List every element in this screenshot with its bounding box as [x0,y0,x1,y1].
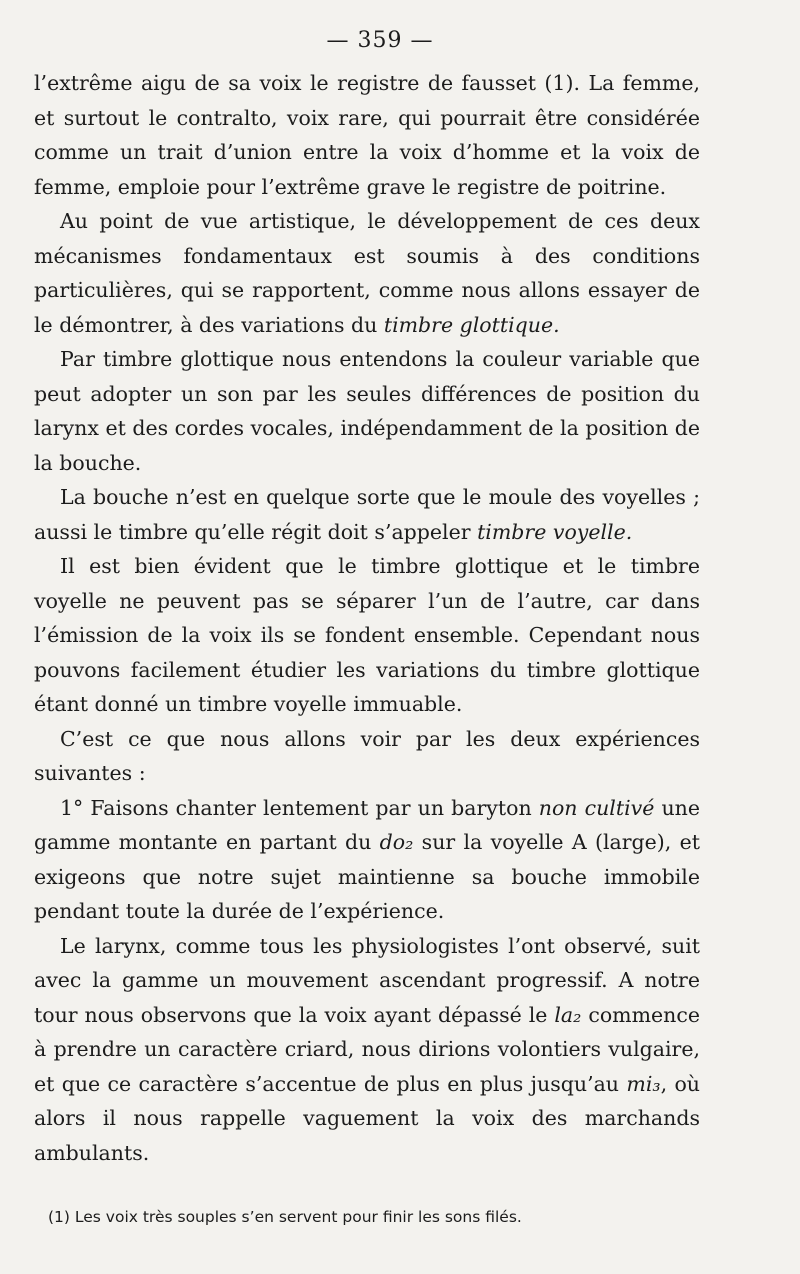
text-segment: une gamme montante en partant du [34,795,700,854]
text-segment: Le larynx, comme tous les physiologistes l’ont observé, suit avec la gamme un mouvement ascendant progressif. A notre tour nous observons que la voix ayant dépassé le [34,933,700,1027]
paragraph [34,480,700,549]
paragraph [34,549,700,722]
paragraph [34,204,700,342]
paragraph [34,722,700,791]
italic-text: timbre voyelle. [477,519,633,544]
italic-text: mi₃ [626,1071,661,1096]
text-segment: 1° Faisons chanter lentement par un baryton [60,795,539,820]
text-segment: l’extrême aigu de sa voix le registre de fausset (1). La femme, et surtout le contralto, voix rare, qui pourrait être considérée comme un trait d’union entre la voix d’homme et la voix de femme, emploie pour l’extrême grave le registre de poitrine. [34,71,700,199]
italic-text: timbre glottique. [383,312,560,337]
paragraph [34,929,700,1171]
text-segment: La bouche n’est en quelque sorte que le moule des voyelles ; aussi le timbre qu’elle régit doit s’appeler [34,485,700,544]
text-segment: Au point de vue artistique, le développement de ces deux mécanismes fondamentaux est soumis à des conditions particulières, qui se rapportent, comme nous allons essayer de le démontrer, à des variations du [34,209,700,337]
text-segment: , où alors il nous rappelle vaguement la voix des marchands ambulants. [34,1071,701,1165]
paragraph [34,791,700,929]
text-segment: C’est ce que nous allons voir par les deux expériences suivantes : [34,726,700,785]
italic-text: non cultivé [538,795,655,820]
text-segment: Il est bien évident que le timbre glottique et le timbre voyelle ne peuvent pas se séparer l’un de l’autre, car dans l’émission de la voix ils se fondent ensemble. Cependant nous pouvons facilement étudier les variations du timbre glottique étant donné un timbre voyelle immuable. [34,554,700,716]
footnote: (1) Les voix très souples s’en servent pour finir les sons filés. [48,1208,522,1226]
italic-text: la₂ [554,1002,582,1027]
body-text [34,66,700,1170]
text-segment: commence à prendre un caractère criard, nous dirions volontiers vulgaire, et que ce caractère s’accentue de plus en plus jusqu’au [34,1002,700,1096]
text-segment: Par timbre glottique nous entendons la couleur variable que peut adopter un son par les seules différences de position du larynx et des cordes vocales, indépendamment de la position de la bouche. [34,347,700,475]
italic-text: do₂ [379,830,414,854]
paragraph [34,66,700,204]
text-segment: sur la voyelle A (large), et exigeons que notre sujet maintienne sa bouche immobile pendant toute la durée de l’expérience. [34,830,700,923]
paragraph [34,342,700,480]
page-number: — 359 — [326,28,434,53]
